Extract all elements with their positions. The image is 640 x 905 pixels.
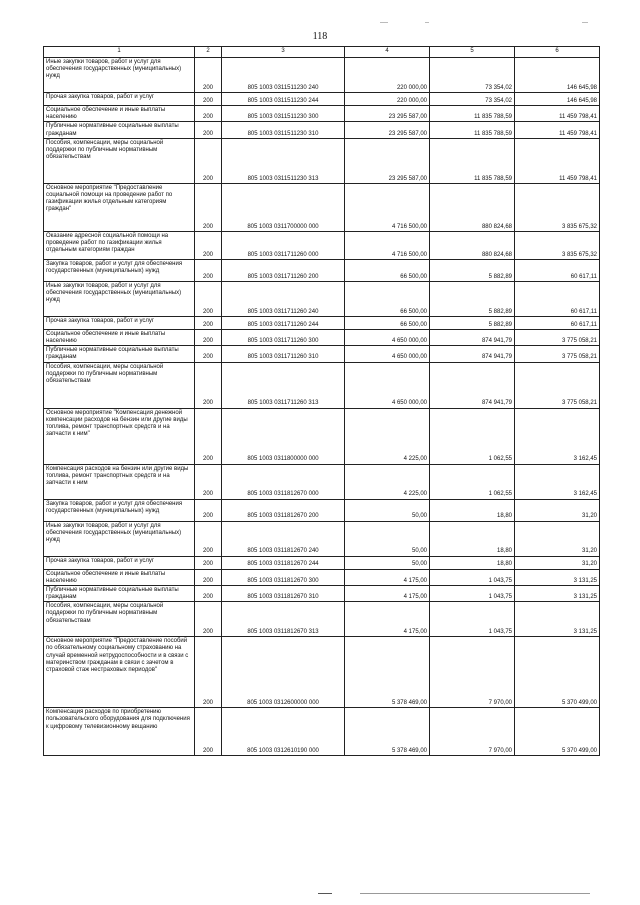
- row-name: Прочая закупка товаров, работ и услуг: [44, 316, 195, 329]
- budget-code: 805 1003 0311700000 000: [222, 183, 345, 231]
- budget-code: 805 1003 0311711260 300: [222, 329, 345, 345]
- table-row: [44, 346, 600, 362]
- budget-code: 805 1003 0311511230 300: [222, 106, 345, 122]
- remaining-amount: 11 459 798,41: [515, 122, 600, 138]
- remaining-amount: 11 459 798,41: [515, 106, 600, 122]
- remaining-amount: 3 131,25: [515, 602, 600, 637]
- admin-code: 200: [195, 122, 222, 138]
- admin-code: 200: [195, 281, 222, 316]
- executed-amount: 1 043,75: [430, 602, 515, 637]
- admin-code: 200: [195, 499, 222, 521]
- row-name: Основное мероприятие "Предоставление пособий по обязательному социальному страхованию на случай временной нетрудоспособности и в связи с материнством гражданам в связи с зачетом в страховой стаж нестраховых периодов": [44, 637, 195, 708]
- approved-amount: 23 295 587,00: [345, 106, 430, 122]
- budget-code: 805 1003 0311812670 240: [222, 521, 345, 556]
- budget-code: 805 1003 0311812670 300: [222, 569, 345, 585]
- approved-amount: 66 500,00: [345, 281, 430, 316]
- remaining-amount: 3 775 058,21: [515, 329, 600, 345]
- executed-amount: 880 824,68: [430, 183, 515, 231]
- table-row: [44, 281, 600, 316]
- approved-amount: 4 716 500,00: [345, 183, 430, 231]
- approved-amount: 66 500,00: [345, 316, 430, 329]
- executed-amount: 1 062,55: [430, 408, 515, 464]
- approved-amount: 50,00: [345, 521, 430, 556]
- footer-line: [318, 893, 332, 894]
- table-row: [44, 408, 600, 464]
- row-name: Иные закупки товаров, работ и услуг для обеспечения государственных (муниципальных) нужд: [44, 521, 195, 556]
- executed-amount: 73 354,02: [430, 58, 515, 93]
- budget-code: 805 1003 0312600000 000: [222, 637, 345, 708]
- executed-amount: 874 941,79: [430, 329, 515, 345]
- remaining-amount: 146 645,98: [515, 93, 600, 106]
- budget-code: 805 1003 0311711260 313: [222, 362, 345, 408]
- row-name: Компенсация расходов по приобретению пользовательского оборудования для подключения к цифровому телевизионному вещанию: [44, 708, 195, 756]
- row-name: Оказание адресной социальной помощи на проведение работ по газификации жилья отдельным категориям граждан: [44, 231, 195, 259]
- row-name: Социальное обеспечение и иные выплаты населению: [44, 106, 195, 122]
- remaining-amount: 5 370 499,00: [515, 637, 600, 708]
- admin-code: 200: [195, 183, 222, 231]
- budget-code: 805 1003 0311812670 310: [222, 585, 345, 601]
- executed-amount: 73 354,02: [430, 93, 515, 106]
- scan-mark: [582, 22, 588, 23]
- remaining-amount: 60 617,11: [515, 316, 600, 329]
- remaining-amount: 3 775 058,21: [515, 346, 600, 362]
- executed-amount: 880 824,68: [430, 231, 515, 259]
- approved-amount: 5 378 469,00: [345, 637, 430, 708]
- admin-code: 200: [195, 569, 222, 585]
- remaining-amount: 60 617,11: [515, 259, 600, 281]
- admin-code: 200: [195, 231, 222, 259]
- row-name: Социальное обеспечение и иные выплаты населению: [44, 569, 195, 585]
- row-name: Иные закупки товаров, работ и услуг для обеспечения государственных (муниципальных) нужд: [44, 281, 195, 316]
- admin-code: 200: [195, 329, 222, 345]
- remaining-amount: 146 645,98: [515, 58, 600, 93]
- table-row: [44, 708, 600, 756]
- table-row: [44, 58, 600, 93]
- remaining-amount: 3 162,45: [515, 408, 600, 464]
- admin-code: 200: [195, 408, 222, 464]
- budget-code: 805 1003 0311711260 000: [222, 231, 345, 259]
- executed-amount: 18,80: [430, 499, 515, 521]
- executed-amount: 5 882,89: [430, 281, 515, 316]
- row-name: Компенсация расходов на бензин или другие виды топлива, ремонт транспортных средств и на запчасти к ним: [44, 464, 195, 499]
- row-name: Публичные нормативные социальные выплаты гражданам: [44, 346, 195, 362]
- admin-code: 200: [195, 259, 222, 281]
- admin-code: 200: [195, 316, 222, 329]
- approved-amount: 4 225,00: [345, 464, 430, 499]
- budget-code: 805 1003 0311511230 310: [222, 122, 345, 138]
- budget-code: 805 1003 0311800000 000: [222, 408, 345, 464]
- approved-amount: 4 650 000,00: [345, 329, 430, 345]
- row-name: Социальное обеспечение и иные выплаты населению: [44, 329, 195, 345]
- budget-code: 805 1003 0311812670 000: [222, 464, 345, 499]
- admin-code: 200: [195, 556, 222, 569]
- table-row: [44, 556, 600, 569]
- executed-amount: 7 970,00: [430, 637, 515, 708]
- remaining-amount: 60 617,11: [515, 281, 600, 316]
- budget-code: 805 1003 0311711260 244: [222, 316, 345, 329]
- row-name: Прочая закупка товаров, работ и услуг: [44, 556, 195, 569]
- approved-amount: 220 000,00: [345, 58, 430, 93]
- table-row: [44, 183, 600, 231]
- executed-amount: 7 970,00: [430, 708, 515, 756]
- budget-code: 805 1003 0311812670 313: [222, 602, 345, 637]
- admin-code: 200: [195, 106, 222, 122]
- approved-amount: 4 175,00: [345, 569, 430, 585]
- table-row: [44, 637, 600, 708]
- table-body: [44, 58, 600, 756]
- table-row: [44, 499, 600, 521]
- executed-amount: 1 043,75: [430, 569, 515, 585]
- table-row: [44, 569, 600, 585]
- table-row: [44, 316, 600, 329]
- admin-code: 200: [195, 362, 222, 408]
- budget-code: 805 1003 0311511230 244: [222, 93, 345, 106]
- approved-amount: 23 295 587,00: [345, 138, 430, 183]
- footer-line: [360, 893, 590, 894]
- header-cell-3: 3: [222, 47, 345, 58]
- admin-code: 200: [195, 346, 222, 362]
- budget-table: [43, 46, 600, 756]
- approved-amount: 4 175,00: [345, 585, 430, 601]
- budget-code: 805 1003 0311711260 240: [222, 281, 345, 316]
- table-row: [44, 585, 600, 601]
- row-name: Закупка товаров, работ и услуг для обеспечения государственных (муниципальных) нужд: [44, 259, 195, 281]
- remaining-amount: 3 835 675,32: [515, 231, 600, 259]
- executed-amount: 5 882,89: [430, 316, 515, 329]
- admin-code: 200: [195, 521, 222, 556]
- row-name: Публичные нормативные социальные выплаты гражданам: [44, 585, 195, 601]
- executed-amount: 18,80: [430, 521, 515, 556]
- approved-amount: 66 500,00: [345, 259, 430, 281]
- admin-code: 200: [195, 637, 222, 708]
- approved-amount: 4 175,00: [345, 602, 430, 637]
- admin-code: 200: [195, 708, 222, 756]
- table-row: [44, 362, 600, 408]
- approved-amount: 220 000,00: [345, 93, 430, 106]
- table-row: [44, 122, 600, 138]
- budget-code: 805 1003 0312610190 000: [222, 708, 345, 756]
- table-row: [44, 602, 600, 637]
- executed-amount: 18,80: [430, 556, 515, 569]
- remaining-amount: 11 459 798,41: [515, 138, 600, 183]
- approved-amount: 4 225,00: [345, 408, 430, 464]
- row-name: Публичные нормативные социальные выплаты гражданам: [44, 122, 195, 138]
- header-cell-6: 6: [515, 47, 600, 58]
- approved-amount: 5 378 469,00: [345, 708, 430, 756]
- header-cell-1: 1: [44, 47, 195, 58]
- table-row: [44, 464, 600, 499]
- row-name: Закупка товаров, работ и услуг для обеспечения государственных (муниципальных) нужд: [44, 499, 195, 521]
- executed-amount: 11 835 788,59: [430, 122, 515, 138]
- remaining-amount: 3 775 058,21: [515, 362, 600, 408]
- approved-amount: 50,00: [345, 556, 430, 569]
- row-name: Пособия, компенсации, меры социальной поддержки по публичным нормативным обязательствам: [44, 602, 195, 637]
- table-row: [44, 138, 600, 183]
- remaining-amount: 31,20: [515, 499, 600, 521]
- remaining-amount: 5 370 499,00: [515, 708, 600, 756]
- executed-amount: 874 941,79: [430, 346, 515, 362]
- remaining-amount: 3 162,45: [515, 464, 600, 499]
- admin-code: 200: [195, 58, 222, 93]
- approved-amount: 4 650 000,00: [345, 346, 430, 362]
- budget-code: 805 1003 0311812670 244: [222, 556, 345, 569]
- table-row: [44, 93, 600, 106]
- approved-amount: 4 650 000,00: [345, 362, 430, 408]
- approved-amount: 50,00: [345, 499, 430, 521]
- scan-mark: [425, 22, 429, 23]
- header-cell-5: 5: [430, 47, 515, 58]
- remaining-amount: 3 131,25: [515, 569, 600, 585]
- budget-code: 805 1003 0311711260 310: [222, 346, 345, 362]
- table-row: [44, 521, 600, 556]
- remaining-amount: 31,20: [515, 521, 600, 556]
- budget-code: 805 1003 0311711260 200: [222, 259, 345, 281]
- budget-code: 805 1003 0311511230 240: [222, 58, 345, 93]
- header-cell-2: 2: [195, 47, 222, 58]
- header-row: [44, 47, 600, 58]
- row-name: Прочая закупка товаров, работ и услуг: [44, 93, 195, 106]
- executed-amount: 1 043,75: [430, 585, 515, 601]
- approved-amount: 23 295 587,00: [345, 122, 430, 138]
- budget-code: 805 1003 0311511230 313: [222, 138, 345, 183]
- row-name: Пособия, компенсации, меры социальной поддержки по публичным нормативным обязательствам: [44, 138, 195, 183]
- executed-amount: 11 835 788,59: [430, 138, 515, 183]
- remaining-amount: 3 835 675,32: [515, 183, 600, 231]
- table-row: [44, 231, 600, 259]
- row-name: Иные закупки товаров, работ и услуг для обеспечения государственных (муниципальных) нужд: [44, 58, 195, 93]
- executed-amount: 874 941,79: [430, 362, 515, 408]
- table-row: [44, 106, 600, 122]
- admin-code: 200: [195, 93, 222, 106]
- row-name: Основное мероприятие "Компенсация денежной компенсации расходов на бензин или другие виды топлива, ремонт транспортных средств и на запчасти к ним": [44, 408, 195, 464]
- scan-mark: [380, 22, 388, 23]
- admin-code: 200: [195, 585, 222, 601]
- admin-code: 200: [195, 602, 222, 637]
- executed-amount: 1 062,55: [430, 464, 515, 499]
- remaining-amount: 31,20: [515, 556, 600, 569]
- budget-code: 805 1003 0311812670 200: [222, 499, 345, 521]
- executed-amount: 11 835 788,59: [430, 106, 515, 122]
- executed-amount: 5 882,89: [430, 259, 515, 281]
- admin-code: 200: [195, 138, 222, 183]
- remaining-amount: 3 131,25: [515, 585, 600, 601]
- row-name: Основное мероприятие "Предоставление социальной помощи на проведение работ по газификации жилья отдельным категориям граждан": [44, 183, 195, 231]
- approved-amount: 4 716 500,00: [345, 231, 430, 259]
- header-cell-4: 4: [345, 47, 430, 58]
- page-number: 118: [312, 31, 328, 42]
- row-name: Пособия, компенсации, меры социальной поддержки по публичным нормативным обязательствам: [44, 362, 195, 408]
- admin-code: 200: [195, 464, 222, 499]
- table-row: [44, 329, 600, 345]
- table-row: [44, 259, 600, 281]
